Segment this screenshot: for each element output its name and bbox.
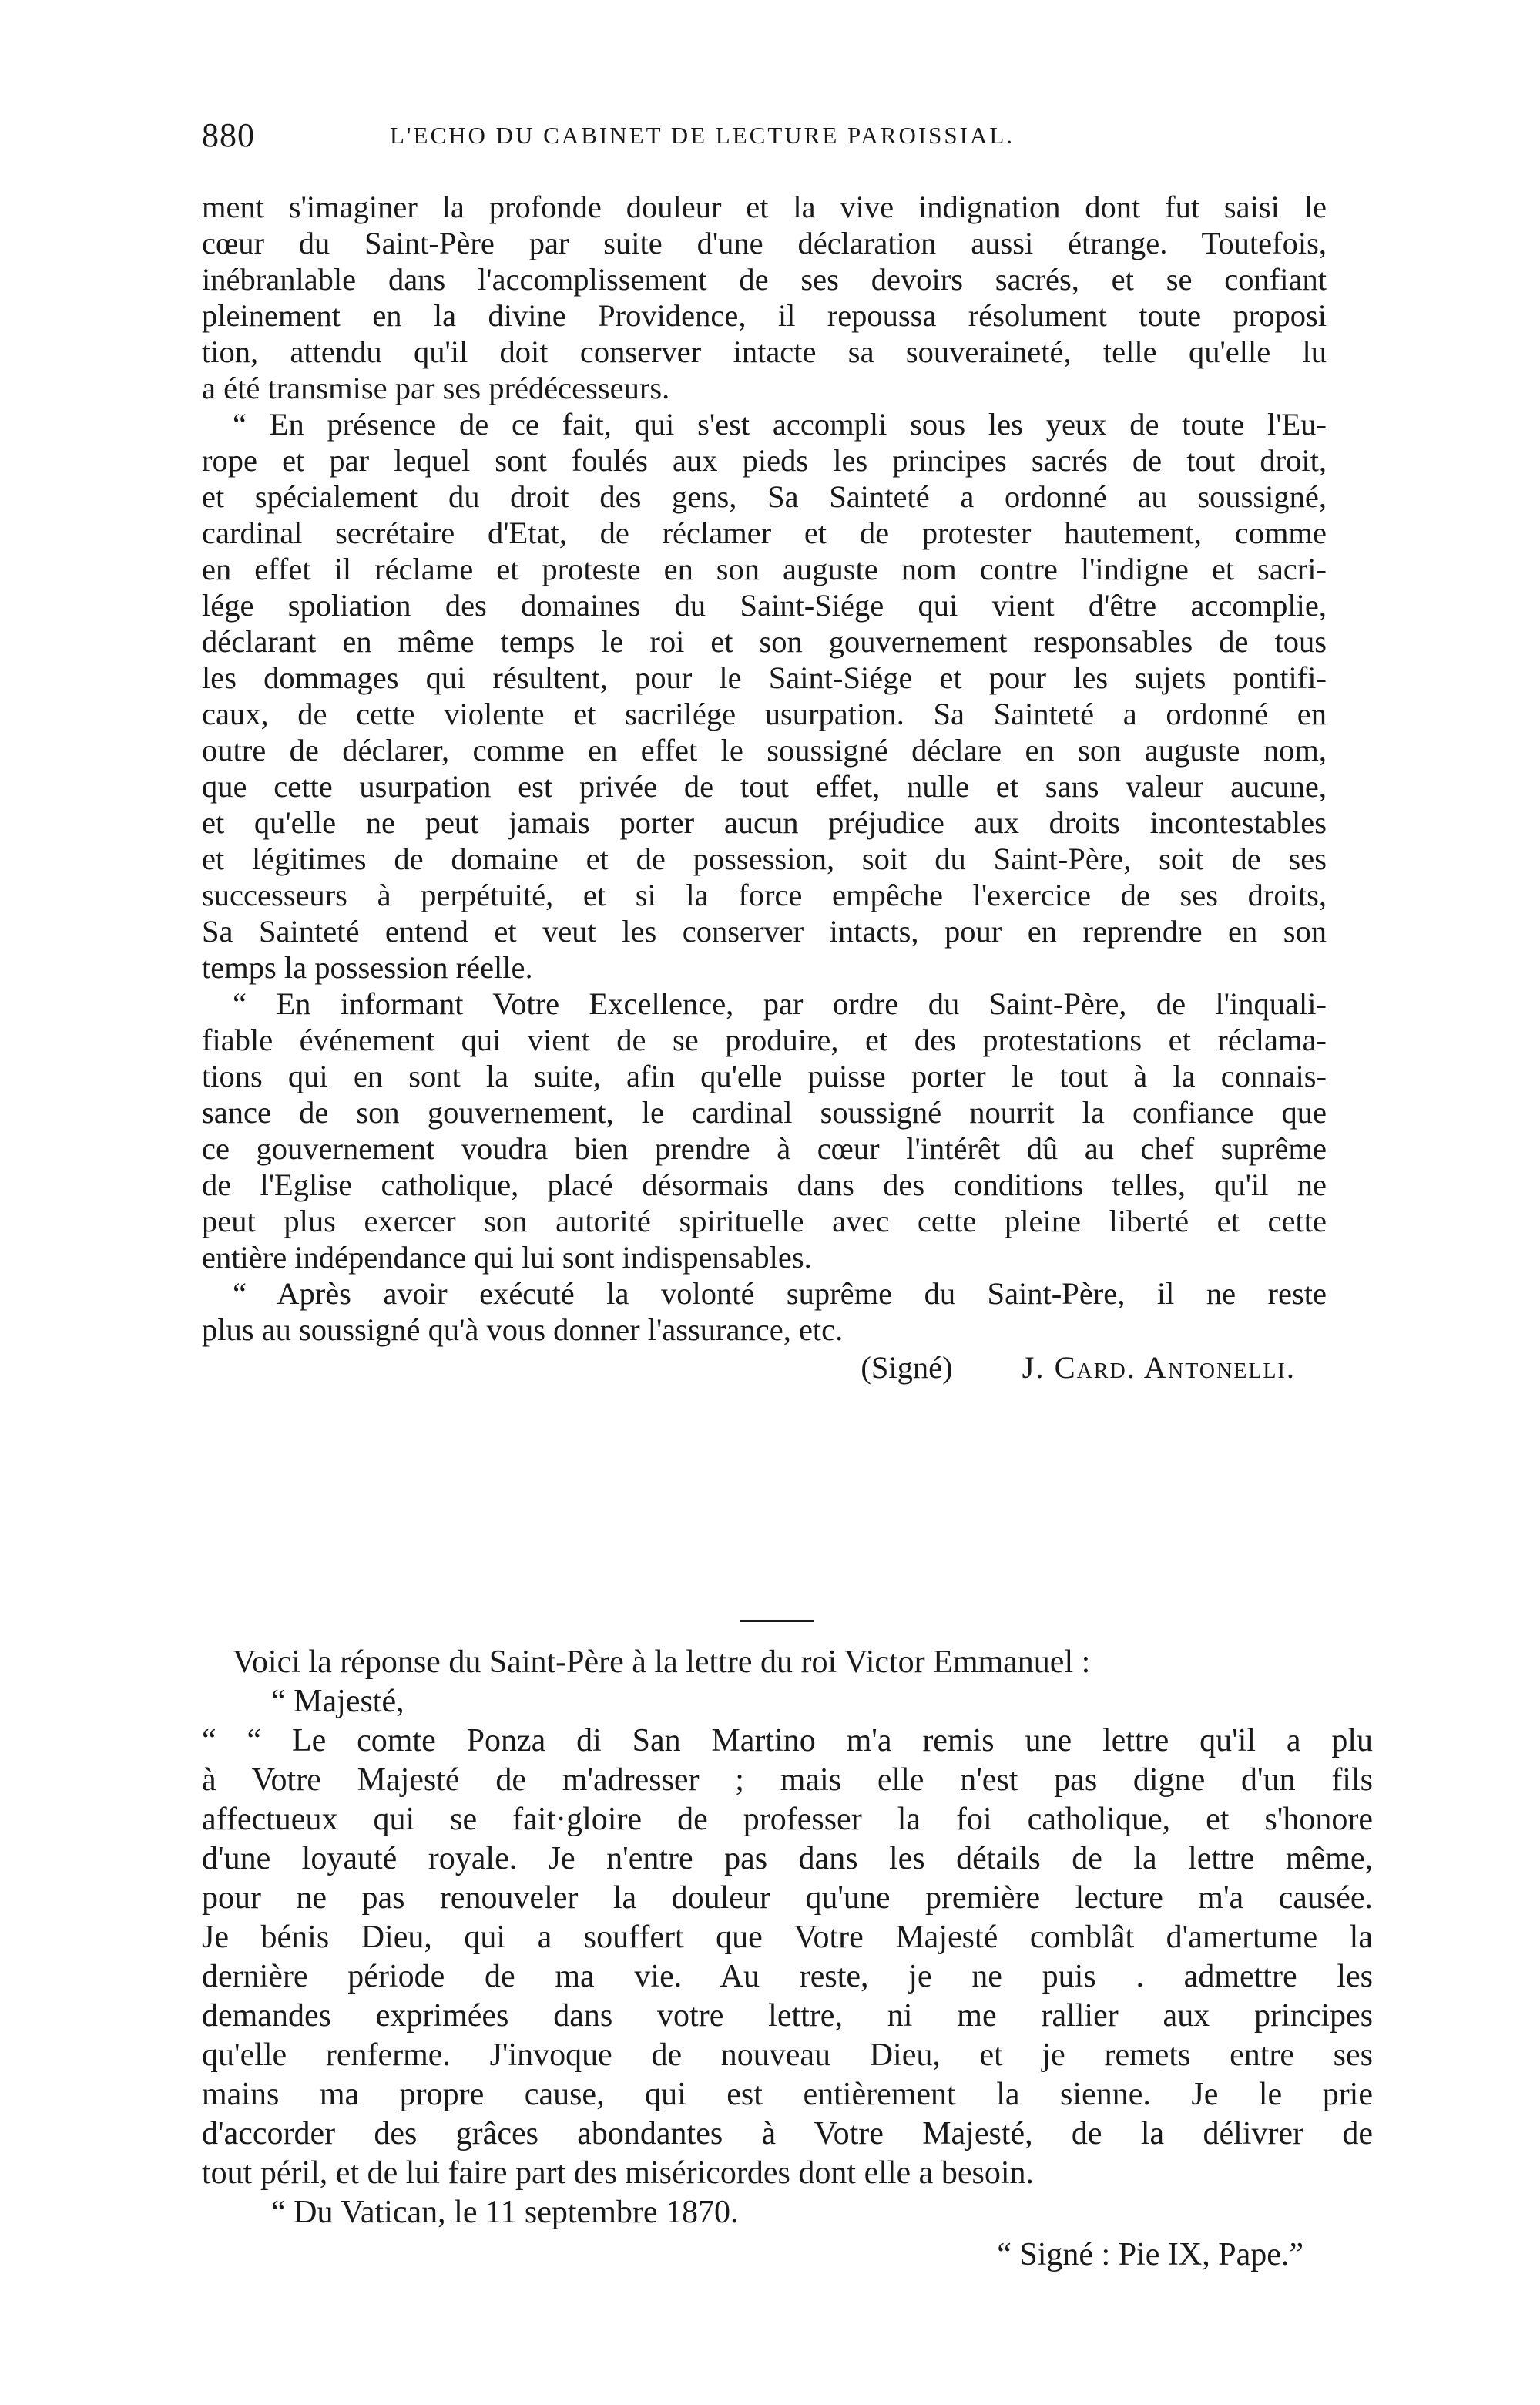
reply-intro: Voici la réponse du Saint-Père à la lettre du roi Victor Emmanuel :	[233, 1644, 1091, 1680]
text-line: “ En présence de ce fait, qui s'est accompli sous les yeux de toute l'Eu-	[233, 407, 1327, 442]
text-line: Sa Sainteté entend et veut les conserver intacts, pour en reprendre en son	[202, 914, 1327, 949]
paragraph-2	[202, 406, 1327, 986]
dateline: “ Du Vatican, le 11 septembre 1870.	[271, 2195, 739, 2230]
text-line: en effet il réclame et proteste en son auguste nom contre l'indigne et sacri-	[202, 552, 1327, 586]
text-line: ce gouvernement voudra bien prendre à cœur l'intérêt dû au chef suprême	[202, 1131, 1327, 1166]
text-line: lége spoliation des domaines du Saint-Siége qui vient d'être accomplie,	[202, 588, 1327, 623]
text-line: entière indépendance qui lui sont indispensables.	[202, 1240, 812, 1275]
text-line: outre de déclarer, comme en effet le soussigné déclare en son auguste nom,	[202, 733, 1327, 768]
signature-pius-ix	[202, 2232, 1373, 2277]
letter-line: à Votre Majesté de m'adresser ; mais elle n'est pas digne d'un fils	[202, 1762, 1373, 1798]
letter-line: dernière période de ma vie. Au reste, je ne puis . admettre les	[202, 1959, 1373, 1994]
letter-line: qu'elle renferme. J'invoque de nouveau Dieu, et je remets entre ses	[202, 2037, 1373, 2073]
text-line: pleinement en la divine Providence, il repoussa résolument toute proposi	[202, 298, 1327, 333]
text-line: cardinal secrétaire d'Etat, de réclamer et de protester hautement, comme	[202, 516, 1327, 550]
section-divider	[740, 1620, 814, 1622]
salutation: “ Majesté,	[271, 1684, 404, 1719]
running-title: L'ECHO DU CABINET DE LECTURE PAROISSIAL.	[390, 122, 1015, 149]
text-line: caux, de cette violente et sacrilége usurpation. Sa Sainteté a ordonné en	[202, 697, 1327, 731]
paragraph-4	[202, 1275, 1327, 1348]
text-line: ment s'imaginer la profonde douleur et la vive indignation dont fut saisi le	[202, 190, 1327, 224]
text-line: rope et par lequel sont foulés aux pieds les principes sacrés de tout droit,	[202, 443, 1327, 478]
page-header	[202, 116, 1327, 162]
text-line: tion, attendu qu'il doit conserver intacte sa souveraineté, telle qu'elle lu	[202, 334, 1327, 369]
text-line: inébranlable dans l'accomplissement de ses devoirs sacrés, et se confiant	[202, 262, 1327, 297]
letter-line: tout péril, et de lui faire part des miséricordes dont elle a besoin.	[202, 2155, 1034, 2191]
text-line: a été transmise par ses prédécesseurs.	[202, 371, 670, 405]
text-line: de l'Eglise catholique, placé désormais dans des conditions telles, qu'il ne	[202, 1167, 1327, 1202]
paragraph-1	[202, 189, 1327, 406]
text-line: peut plus exercer son autorité spirituelle avec cette pleine liberté et cette	[202, 1204, 1327, 1238]
text-line: les dommages qui résultent, pour le Saint-Siége et pour les sujets pontifi-	[202, 660, 1327, 695]
letter-line: pour ne pas renouveler la douleur qu'une première lecture m'a causée.	[202, 1880, 1373, 1916]
signature-text: “ Signé : Pie IX, Pape.”	[997, 2237, 1303, 2272]
text-line: et qu'elle ne peut jamais porter aucun préjudice aux droits incontestables	[202, 805, 1327, 840]
page-number: 880	[202, 116, 255, 154]
papal-reply	[202, 1643, 1373, 2277]
letter-line: affectueux qui se fait·gloire de professer la foi catholique, et s'honore	[202, 1802, 1373, 1837]
text-line: “ Après avoir exécuté la volonté suprême du Saint-Père, il ne reste	[233, 1276, 1327, 1311]
main-text	[202, 189, 1327, 1388]
signature-name: J. Card. Antonelli.	[1022, 1350, 1296, 1385]
text-line: plus au soussigné qu'à vous donner l'assurance, etc.	[202, 1312, 844, 1347]
text-line: que cette usurpation est privée de tout effet, nulle et sans valeur aucune,	[202, 769, 1327, 804]
text-line: “ En informant Votre Excellence, par ordre du Saint-Père, de l'inquali-	[233, 986, 1327, 1021]
text-line: tions qui en sont la suite, afin qu'elle puisse porter le tout à la connais-	[202, 1059, 1327, 1093]
text-line: sance de son gouvernement, le cardinal soussigné nourrit la confiance que	[202, 1095, 1327, 1130]
letter-line: d'accorder des grâces abondantes à Votre Majesté, de la délivrer de	[202, 2116, 1373, 2151]
letter-line: demandes exprimées dans votre lettre, ni me rallier aux principes	[202, 1998, 1373, 2034]
text-line: fiable événement qui vient de se produire, et des protestations et réclama-	[202, 1023, 1327, 1057]
paragraph-3	[202, 986, 1327, 1275]
letter-line: “ “ Le comte Ponza di San Martino m'a remis une lettre qu'il a plu	[202, 1723, 1373, 1758]
signature-antonelli	[202, 1348, 1327, 1388]
letter-line: mains ma propre cause, qui est entièrement la sienne. Je le prie	[202, 2077, 1373, 2112]
text-line: temps la possession réelle.	[202, 950, 533, 985]
letter-line: d'une loyauté royale. Je n'entre pas dans les détails de la lettre même,	[202, 1841, 1373, 1876]
signature-label: (Signé)	[861, 1350, 953, 1385]
text-line: successeurs à perpétuité, et si la force empêche l'exercice de ses droits,	[202, 878, 1327, 912]
text-line: et légitimes de domaine et de possession, soit du Saint-Père, soit de ses	[202, 841, 1327, 876]
text-line: déclarant en même temps le roi et son gouvernement responsables de tous	[202, 624, 1327, 659]
letter-line: Je bénis Dieu, qui a souffert que Votre Majesté comblât d'amertume la	[202, 1920, 1373, 1955]
text-line: cœur du Saint-Père par suite d'une déclaration aussi étrange. Toutefois,	[202, 226, 1327, 260]
text-line: et spécialement du droit des gens, Sa Sainteté a ordonné au soussigné,	[202, 479, 1327, 514]
